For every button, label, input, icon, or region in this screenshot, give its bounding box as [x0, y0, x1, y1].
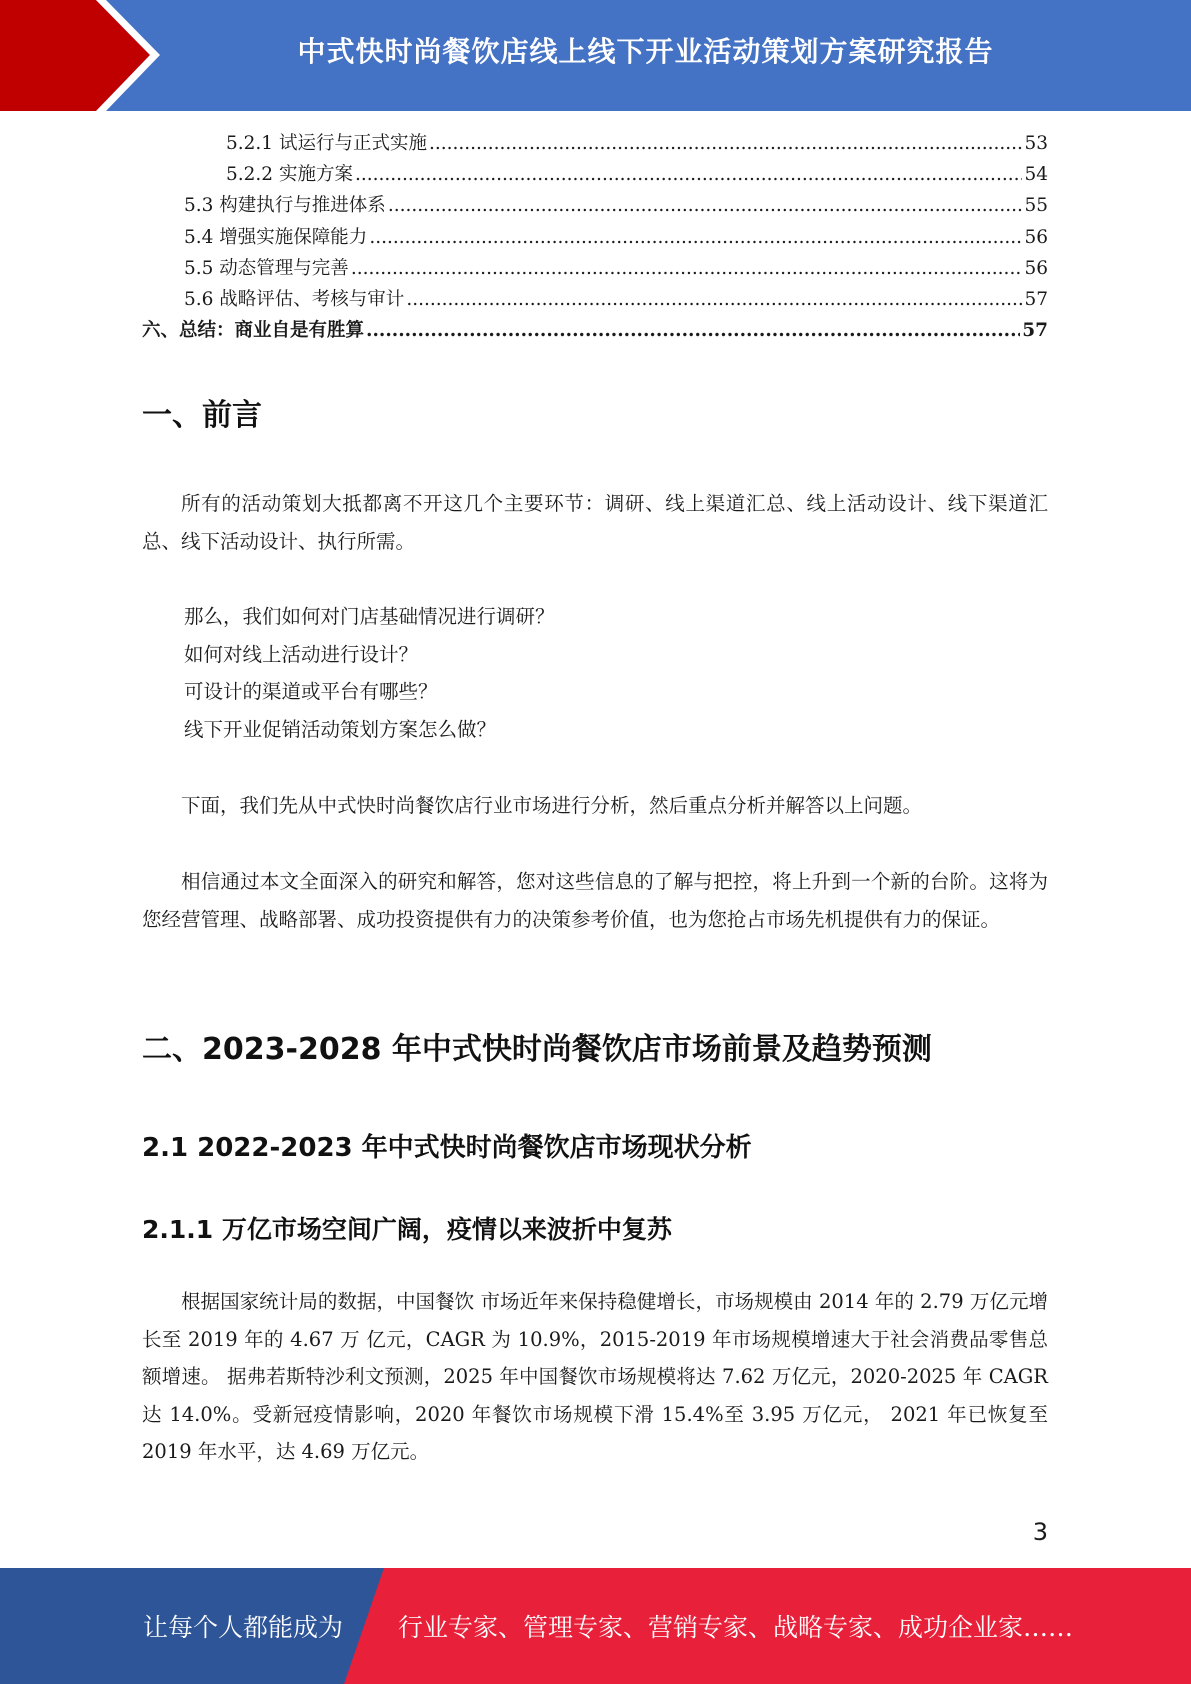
toc-entry-label: 5.4 增强实施保障能力 [184, 226, 368, 248]
section-forecast [142, 1024, 1048, 1068]
table-of-contents [142, 128, 1048, 346]
page-number: 3 [1032, 1518, 1048, 1546]
section-heading: 二、2023-2028 年中式快时尚餐饮店市场前景及趋势预测 [142, 1032, 932, 1067]
toc-entry[interactable] [142, 190, 1048, 221]
toc-entry-label: 六、总结：商业自是有胜算 [142, 320, 365, 342]
paragraph: 相信通过本文全面深入的研究和解答，您对这些信息的了解与把控，将上升到一个新的台阶。这将为您经营管理、战略部署、成功投资提供有力的决策参考价值，也为您抢占市场先机提供有力的保证。 [142, 870, 1048, 931]
toc-leader [366, 315, 1020, 346]
header-chevron-icon [0, 0, 160, 111]
toc-entry-label: 5.5 动态管理与完善 [184, 257, 349, 279]
toc-leader [369, 222, 1022, 253]
toc-entry-page: 55 [1024, 195, 1048, 217]
subsection-heading: 2.1 2022-2023 年中式快时尚餐饮店市场现状分析 [142, 1133, 752, 1163]
preface-body-3 [142, 863, 1048, 938]
subsection-2-1 [142, 1127, 1048, 1164]
page-header [0, 0, 1191, 111]
toc-entry[interactable] [142, 128, 1048, 159]
question-item: 可设计的渠道或平台有哪些？ [184, 680, 438, 703]
toc-entry-page: 56 [1024, 226, 1048, 248]
question-item: 那么，我们如何对门店基础情况进行调研？ [184, 605, 555, 628]
section-preface [142, 390, 1048, 434]
preface-body [142, 485, 1048, 560]
toc-entry[interactable] [142, 284, 1048, 315]
footer-slogan-left: 让每个人都能成为 [143, 1613, 344, 1642]
footer-slogan-right: 行业专家、管理专家、营销专家、战略专家、成功企业家…… [398, 1613, 1074, 1642]
toc-entry-page: 57 [1024, 288, 1048, 310]
toc-leader [406, 284, 1022, 315]
subsection-heading: 2.1.1 万亿市场空间广阔，疫情以来波折中复苏 [142, 1215, 672, 1244]
toc-entry-page: 56 [1024, 257, 1048, 279]
toc-entry-label: 5.2.2 实施方案 [226, 164, 353, 186]
toc-entry[interactable] [142, 222, 1048, 253]
paragraph: 下面，我们先从中式快时尚餐饮店行业市场进行分析，然后重点分析并解答以上问题。 [181, 794, 923, 817]
paragraph: 根据国家统计局的数据，中国餐饮 市场近年来保持稳健增长，市场规模由 2014 年的 2.79 万亿元增长至 2019 年的 4.67 万 亿元，CAGR 为 10.9%，2015-2019 年市场规模增速大于社会消费品零售总额增速。 据弗若斯特沙利文预测，2025 年中国餐饮市场规模将达 7.62 万亿元，2020-2025 年 CAGR 达 14.0%。受新冠疫情影响，2020 年餐饮市场规模下滑 15.4%至 3.95 万亿元， 2021 年已恢复至 2019 年水平，达 4.69 万亿元。 [142, 1290, 1048, 1463]
toc-entry-label: 5.6 战略评估、考核与审计 [184, 288, 405, 310]
question-list [142, 598, 1048, 748]
page-footer [0, 1568, 1191, 1684]
question-item: 线下开业促销活动策划方案怎么做？ [184, 717, 497, 741]
toc-leader [429, 128, 1022, 159]
section-heading: 一、前言 [142, 398, 262, 433]
toc-leader [388, 190, 1023, 221]
toc-entry[interactable] [142, 315, 1048, 346]
toc-leader [355, 159, 1023, 190]
toc-entry-label: 5.3 构建执行与推进体系 [184, 195, 386, 217]
toc-entry[interactable] [142, 253, 1048, 284]
market-body [142, 1283, 1048, 1471]
report-title: 中式快时尚餐饮店线上线下开业活动策划方案研究报告 [297, 35, 994, 68]
toc-entry-label: 5.2.1 试运行与正式实施 [226, 133, 427, 154]
subsection-2-1-1 [142, 1210, 1048, 1246]
toc-entry-page: 53 [1024, 133, 1048, 154]
preface-body-2 [142, 787, 1048, 825]
paragraph: 所有的活动策划大抵都离不开这几个主要环节：调研、线上渠道汇总、线上活动设计、线下渠道汇总、线下活动设计、执行所需。 [142, 492, 1048, 553]
toc-leader [351, 253, 1023, 284]
toc-entry-page: 54 [1024, 164, 1048, 186]
toc-entry-page: 57 [1022, 320, 1048, 342]
toc-entry[interactable] [142, 159, 1048, 190]
question-item: 如何对线上活动进行设计？ [184, 642, 419, 666]
